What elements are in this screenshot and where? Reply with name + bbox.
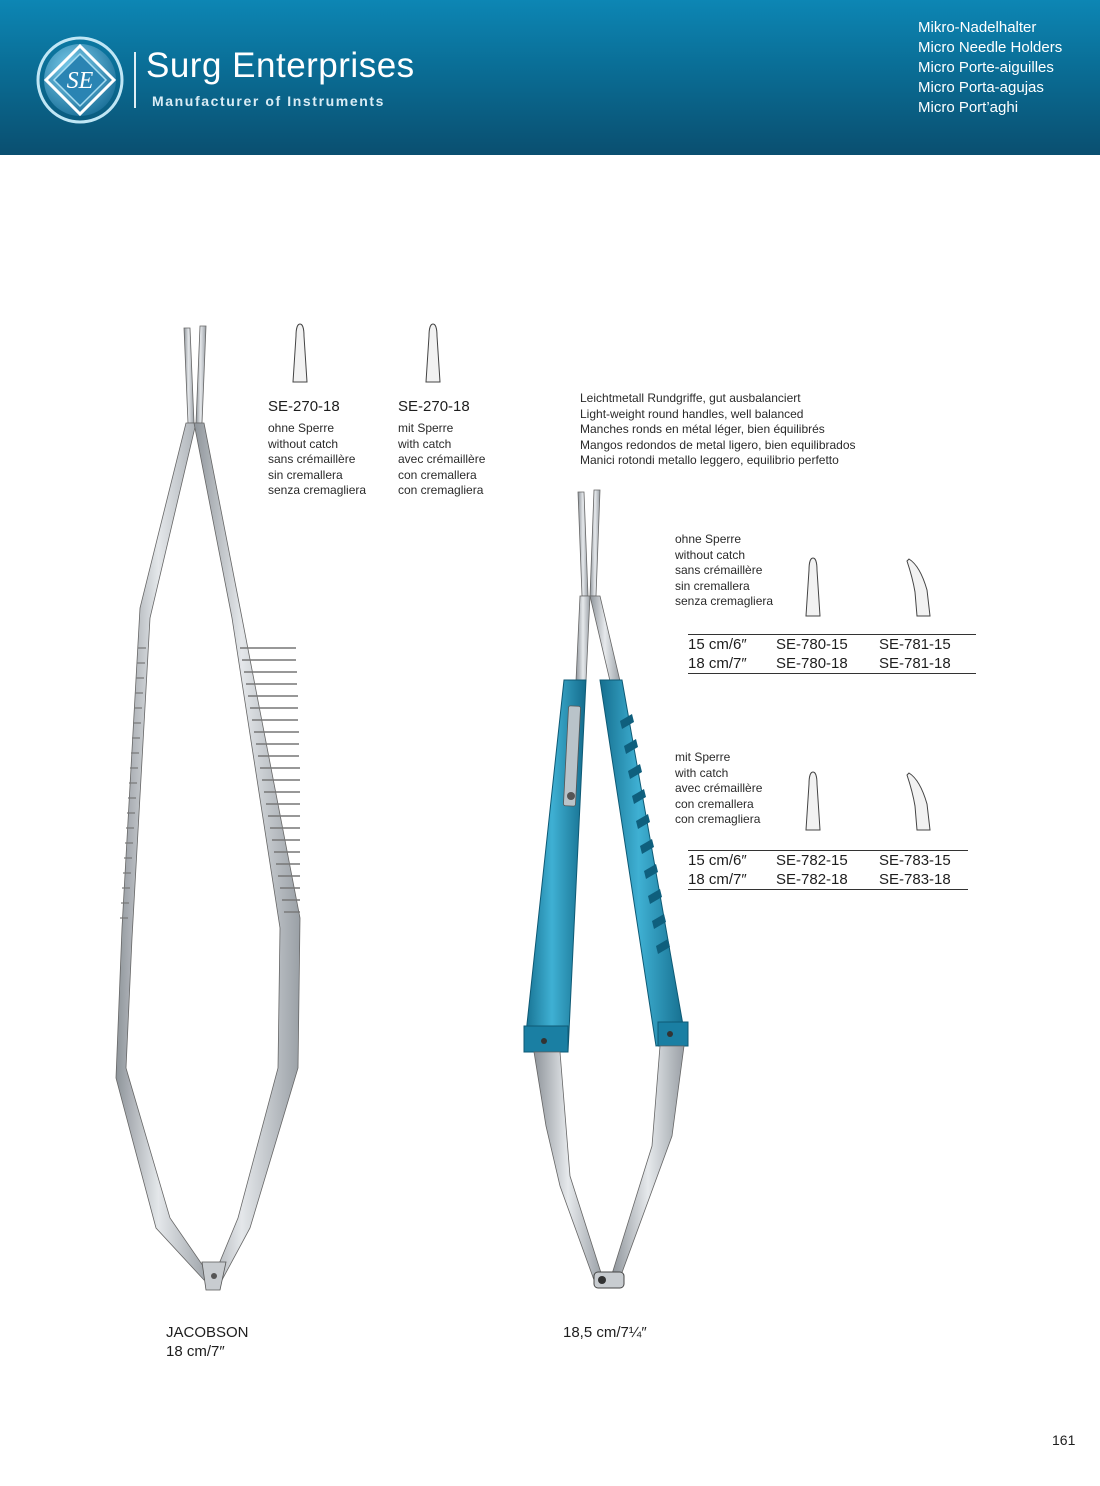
size-table-without-catch	[688, 634, 976, 674]
jacobson-caption	[166, 1323, 249, 1361]
desc-line: Manici rotondi metallo leggero, equilibrio perfetto	[580, 453, 839, 468]
code-cell: SE-781-15	[879, 636, 951, 653]
straight-tip-icon	[424, 322, 442, 384]
product-code: SE-270-18	[398, 398, 470, 415]
desc-line: sin cremallera	[675, 578, 750, 593]
code-cell: SE-783-18	[879, 871, 951, 888]
desc-line: avec crémaillère	[398, 452, 486, 467]
desc-line: with catch	[398, 436, 452, 451]
product-code: SE-270-18	[268, 398, 340, 415]
caption-line: 18 cm/7″	[166, 1343, 225, 1360]
round-handle-needle-holder-image	[520, 486, 700, 1298]
desc-line: Leichtmetall Rundgriffe, gut ausbalanciert	[580, 391, 801, 405]
desc-line: Mangos redondos de metal ligero, bien equilibrados	[580, 437, 856, 452]
size-cell: 18 cm/7″	[688, 655, 747, 672]
curved-tip-icon	[903, 556, 933, 618]
table-row	[688, 654, 976, 673]
brand-tagline: Manufacturer of Instruments	[152, 93, 385, 109]
desc-line: without catch	[268, 436, 339, 451]
with-catch-description	[675, 750, 762, 828]
svg-text:SE: SE	[66, 68, 94, 94]
caption-line: JACOBSON	[166, 1324, 249, 1341]
desc-line: avec crémaillère	[675, 781, 763, 796]
title-de: Mikro-Nadelhalter	[918, 19, 1037, 36]
desc-line: senza cremagliera	[268, 483, 367, 498]
desc-line: con cremagliera	[675, 812, 761, 827]
brand-name: Surg Enterprises	[146, 46, 415, 85]
code-cell: SE-782-18	[776, 871, 848, 888]
round-handle-caption: 18,5 cm/7¼″	[563, 1324, 647, 1341]
code-cell: SE-783-15	[879, 852, 951, 869]
size-table-with-catch	[688, 850, 968, 890]
code-cell: SE-780-18	[776, 655, 848, 672]
without-catch-description	[675, 532, 773, 610]
desc-line: con cremagliera	[398, 483, 484, 498]
desc-line: without catch	[675, 547, 746, 562]
desc-line: Manches ronds en métal léger, bien équilibrés	[580, 422, 825, 437]
size-cell: 15 cm/6″	[688, 852, 747, 869]
variant-description	[268, 421, 366, 499]
se-emblem-icon	[36, 36, 124, 124]
desc-line: ohne Sperre	[675, 532, 742, 546]
desc-line: with catch	[675, 765, 729, 780]
desc-line: con cremallera	[398, 467, 477, 482]
code-cell: SE-782-15	[776, 852, 848, 869]
desc-line: mit Sperre	[675, 750, 731, 764]
curved-tip-icon	[903, 770, 933, 832]
desc-line: sans crémaillère	[675, 563, 763, 578]
title-fr: Micro Porte-aiguilles	[918, 59, 1054, 76]
variant-description	[398, 421, 485, 499]
desc-line: senza cremagliera	[675, 594, 774, 609]
brand-divider	[134, 52, 136, 108]
title-it: Micro Port’aghi	[918, 99, 1019, 116]
desc-line: Light-weight round handles, well balanced	[580, 406, 804, 421]
desc-line: mit Sperre	[398, 421, 454, 435]
code-cell: SE-780-15	[776, 636, 848, 653]
code-cell: SE-781-18	[879, 655, 951, 672]
straight-tip-icon	[291, 322, 309, 384]
title-en: Micro Needle Holders	[918, 39, 1063, 56]
straight-tip-icon	[804, 770, 822, 832]
page-titles	[918, 18, 1062, 118]
straight-tip-icon	[804, 556, 822, 618]
size-cell: 15 cm/6″	[688, 636, 747, 653]
table-row	[688, 851, 968, 870]
desc-line: con cremallera	[675, 796, 754, 811]
handle-description	[580, 391, 856, 469]
desc-line: sans crémaillère	[268, 452, 356, 467]
header-banner	[0, 0, 1100, 155]
desc-line: ohne Sperre	[268, 421, 335, 435]
size-cell: 18 cm/7″	[688, 871, 747, 888]
table-row	[688, 635, 976, 654]
table-row	[688, 870, 968, 889]
desc-line: sin cremallera	[268, 467, 343, 482]
title-es: Micro Porta-agujas	[918, 79, 1044, 96]
page-number: 161	[1052, 1432, 1076, 1448]
